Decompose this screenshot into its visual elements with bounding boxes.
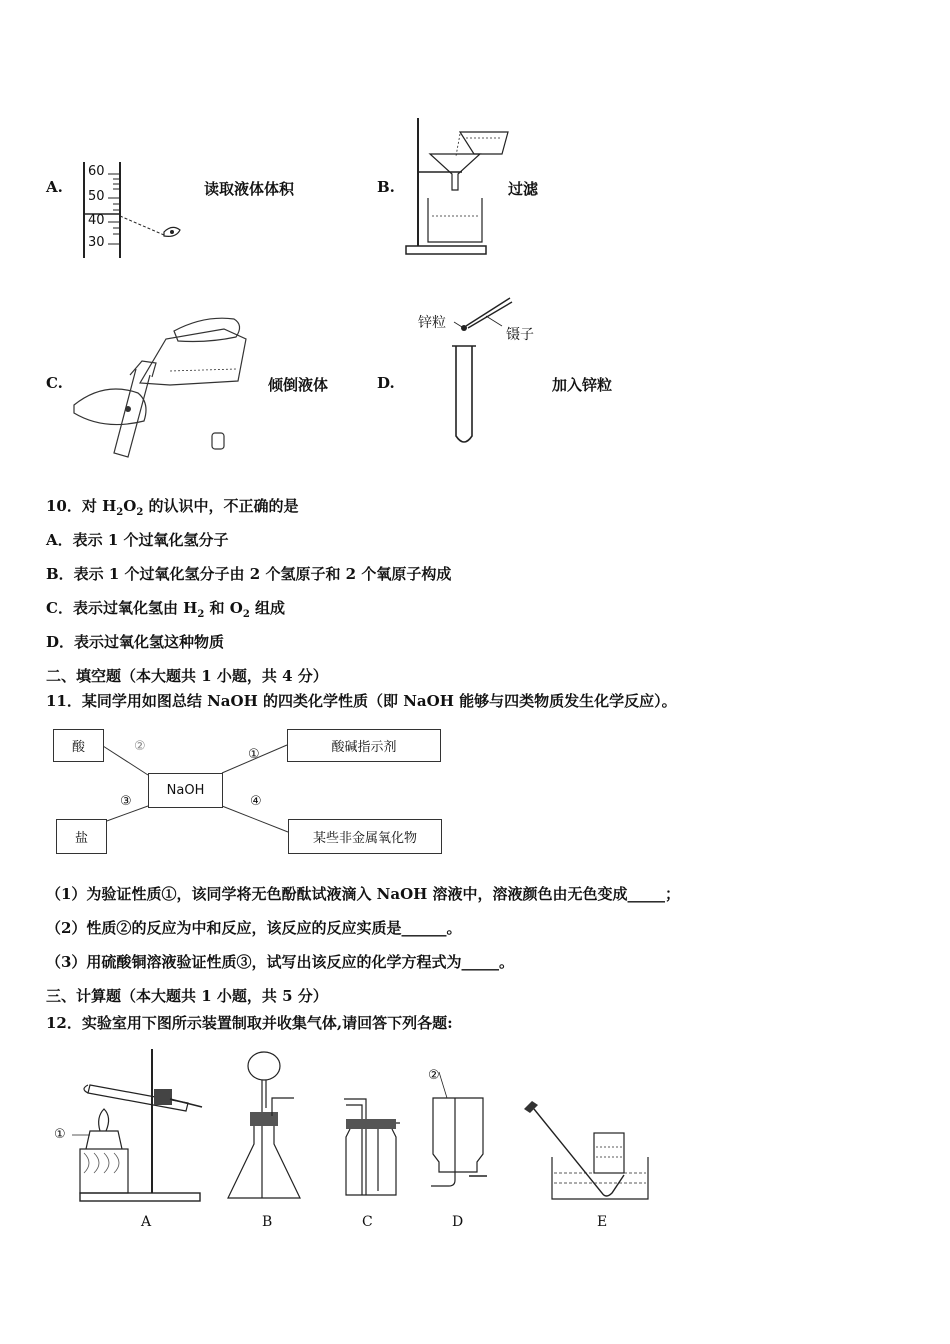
acid-box: 酸 (53, 729, 104, 762)
apparatus-c-figure (338, 1095, 408, 1205)
apparatus-label-e: E (597, 1214, 608, 1230)
option-c-caption: 倾倒液体 (268, 376, 329, 394)
q11-sub-3: （3）用硫酸铜溶液验证性质③，试写出该反应的化学方程式为_____。 (46, 953, 514, 971)
cylinder-mark-60: 60 (88, 164, 105, 179)
q10-option-a: A．表示 1 个过氧化氢分子 (46, 531, 229, 549)
option-c-letter: C. (46, 374, 63, 392)
apparatus-a-figure (70, 1045, 210, 1205)
marker-2: ② (428, 1068, 440, 1083)
apparatus-label-a: A (141, 1214, 152, 1230)
marker-1: ① (54, 1127, 66, 1142)
apparatus-b-figure (222, 1048, 312, 1204)
q12-stem: 12．实验室用下图所示装置制取并收集气体,请回答下列各题: (46, 1014, 453, 1032)
salt-box: 盐 (56, 819, 107, 854)
q10-option-c: C．表示过氧化氢由 $H_2$ 和 $O_2$ 组成 (46, 599, 286, 620)
label-4: ④ (250, 794, 262, 809)
zinc-granule-label: 锌粒 (418, 315, 446, 331)
option-b-letter: B. (377, 178, 395, 196)
cylinder-mark-40: 40 (88, 213, 105, 228)
apparatus-d-figure (425, 1068, 495, 1198)
q11-sub-2: （2）性质②的反应为中和反应，该反应的反应实质是______。 (46, 919, 462, 937)
option-b-caption: 过滤 (508, 180, 539, 198)
q11-stem: 11．某同学用如图总结 NaOH 的四类化学性质（即 NaOH 能够与四类物质发生化学反应）。 (46, 692, 677, 710)
tweezers-label: 镊子 (506, 327, 534, 343)
apparatus-e-figure (518, 1095, 658, 1205)
indicator-box: 酸碱指示剂 (287, 729, 441, 762)
q10-stem: 10．对 $H_2O_2$ 的认识中，不正确的是 (46, 497, 299, 518)
q10-option-b: B．表示 1 个过氧化氢分子由 2 个氢原子和 2 个氧原子构成 (46, 565, 452, 583)
apparatus-label-b: B (262, 1214, 273, 1230)
q11-sub-1: （1）为验证性质①，该同学将无色酚酞试液滴入 NaOH 溶液中，溶液颜色由无色变成_____； (46, 885, 681, 903)
option-d-letter: D. (377, 374, 395, 392)
oxide-box: 某些非金属氧化物 (288, 819, 442, 854)
label-3: ③ (120, 794, 132, 809)
label-1: ① (248, 747, 260, 762)
apparatus-label-c: C (362, 1214, 373, 1230)
cylinder-mark-30: 30 (88, 235, 105, 250)
section-2-heading: 二、填空题（本大题共 1 小题，共 4 分） (46, 667, 328, 685)
option-a-caption: 读取液体体积 (204, 180, 295, 198)
option-d-caption: 加入锌粒 (552, 376, 613, 394)
apparatus-label-d: D (452, 1214, 464, 1230)
section-3-heading: 三、计算题（本大题共 1 小题，共 5 分） (46, 987, 328, 1005)
q10-option-d: D．表示过氧化氢这种物质 (46, 633, 225, 651)
label-2: ② (134, 739, 146, 754)
option-a-letter: A. (46, 178, 63, 196)
naoh-box: NaOH (148, 773, 223, 808)
cylinder-mark-50: 50 (88, 189, 105, 204)
